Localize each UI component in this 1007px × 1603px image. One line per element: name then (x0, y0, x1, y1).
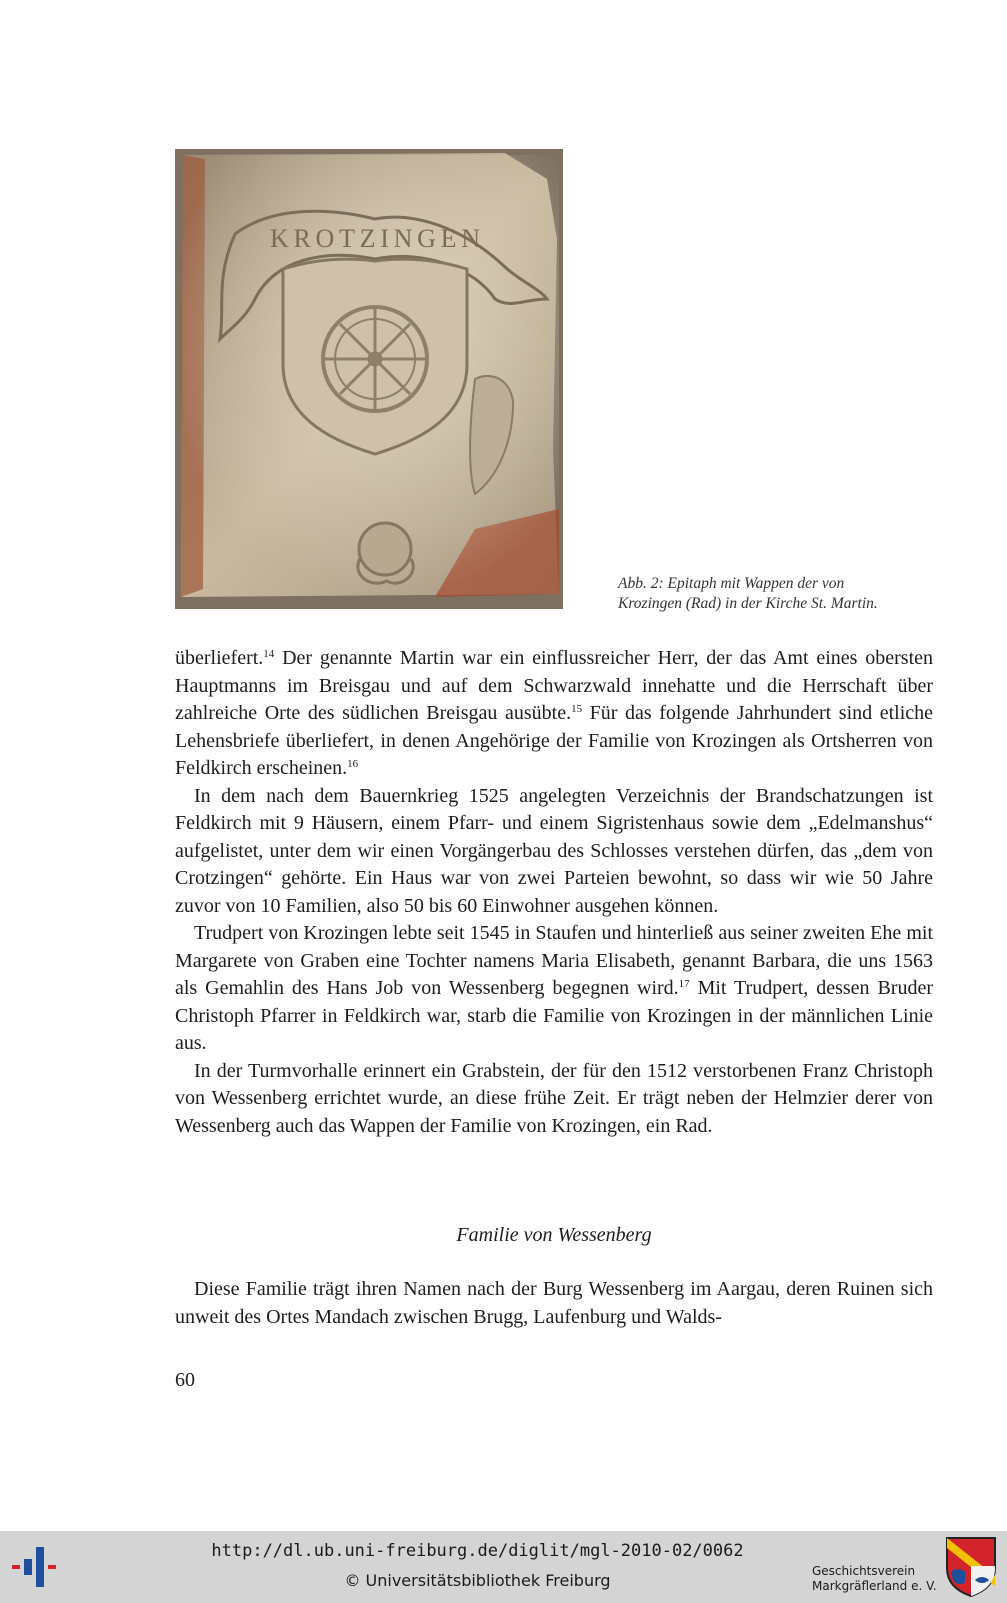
caption-line-2: Krozingen (Rad) in der Kirche St. Martin. (618, 595, 878, 612)
society-line-1: Geschichtsverein (812, 1564, 916, 1578)
paragraph-3-text-2: Mit Trudpert, dessen Bruder Christoph Pfarrer in Feldkirch war, starb die Familie von Krozingen in der männlichen Linie aus. (175, 977, 933, 1054)
paragraph-1 (175, 645, 933, 783)
paragraph-2: In dem nach dem Bauernkrieg 1525 angelegten Verzeichnis der Brandschatzungen ist Feldkirch mit 9 Häusern, einem Pfarr- und einem Sigristenhaus sowie dem „Edelmanshus“ aufgelistet, unter dem wir einen Vorgängerbau des Schlosses verstehen dürfen, das „dem von Crotzingen“ gehörte. Ein Haus war von zwei Parteien bewohnt, so dass wir wie 50 Jahre zuvor von 10 Familien, also 50 bis 60 Einwohner ausgehen können. (175, 784, 933, 917)
ub-freiburg-logo-icon (12, 1547, 64, 1587)
paragraph-3 (175, 920, 933, 1058)
footer-bar (0, 1531, 1007, 1603)
epitaph-stone-image (175, 149, 563, 609)
wheel-emblem (323, 307, 427, 411)
paragraph-1-text-2: Der genannte Martin war ein einflussreicher Herr, der das Amt eines obersten Hauptmanns im Breisgau und auf dem Schwarzwald innehatte und die Herrschaft über zahlreiche Orte des südlichen Breisgau ausübte. (175, 647, 933, 724)
caption-line-1: Abb. 2: Epitaph mit Wappen der von (618, 575, 845, 592)
society-line-2: Markgräflerland e. V. (812, 1579, 937, 1593)
epitaph-photo (175, 149, 563, 609)
footnote-ref: 15 (571, 703, 583, 715)
section-body-text (175, 1276, 933, 1331)
footer-society-name (812, 1564, 937, 1594)
paragraph-4: In der Turmvorhalle erinnert ein Grabstein, der für den 1512 verstorbenen Franz Christoph von Wessenberg errichtet wurde, an diese frühe Zeit. Er trägt neben der Helmzier derer von Wessenberg auch das Wappen der Familie von Krozingen, ein Rad. (175, 1059, 933, 1137)
paragraph-3-text: Trudpert von Krozingen lebte seit 1545 in Staufen und hinterließ aus seiner zweiten Ehe mit Margarete von Graben eine Tochter namens Maria Elisabeth, genannt Barbara, die uns 1563 als Gemahlin des Hans Job von Wessenberg begegnen wird. (175, 922, 933, 999)
figure-caption (618, 574, 948, 614)
paragraph-1-text: überliefert. (175, 647, 264, 669)
paragraph-1-text-3: Für das folgende Jahrhundert sind etliche Lehensbriefe überliefert, in denen Angehörige der Familie von Krozingen als Ortsherren von Feldkirch erscheinen. (175, 702, 933, 779)
footer-url-link[interactable]: http://dl.ub.uni-freiburg.de/diglit/mgl-2010-02/0062 (211, 1541, 744, 1561)
body-text (175, 645, 933, 1140)
footnote-ref: 16 (347, 758, 359, 770)
section-paragraph-1: Diese Familie trägt ihren Namen nach der Burg Wessenberg im Aargau, deren Ruinen sich unweit des Ortes Mandach zwischen Brugg, Laufenburg und Walds- (175, 1278, 933, 1328)
footnote-ref: 14 (263, 648, 275, 660)
footnote-ref: 17 (678, 978, 690, 990)
epitaph-inscription: KROTZINGEN (270, 224, 480, 253)
section-heading: Familie von Wessenberg (456, 1224, 652, 1246)
markgraeflerland-crest-icon (945, 1536, 997, 1598)
footer-copyright: © Universitätsbibliothek Freiburg (344, 1571, 611, 1590)
page-number: 60 (175, 1369, 195, 1391)
